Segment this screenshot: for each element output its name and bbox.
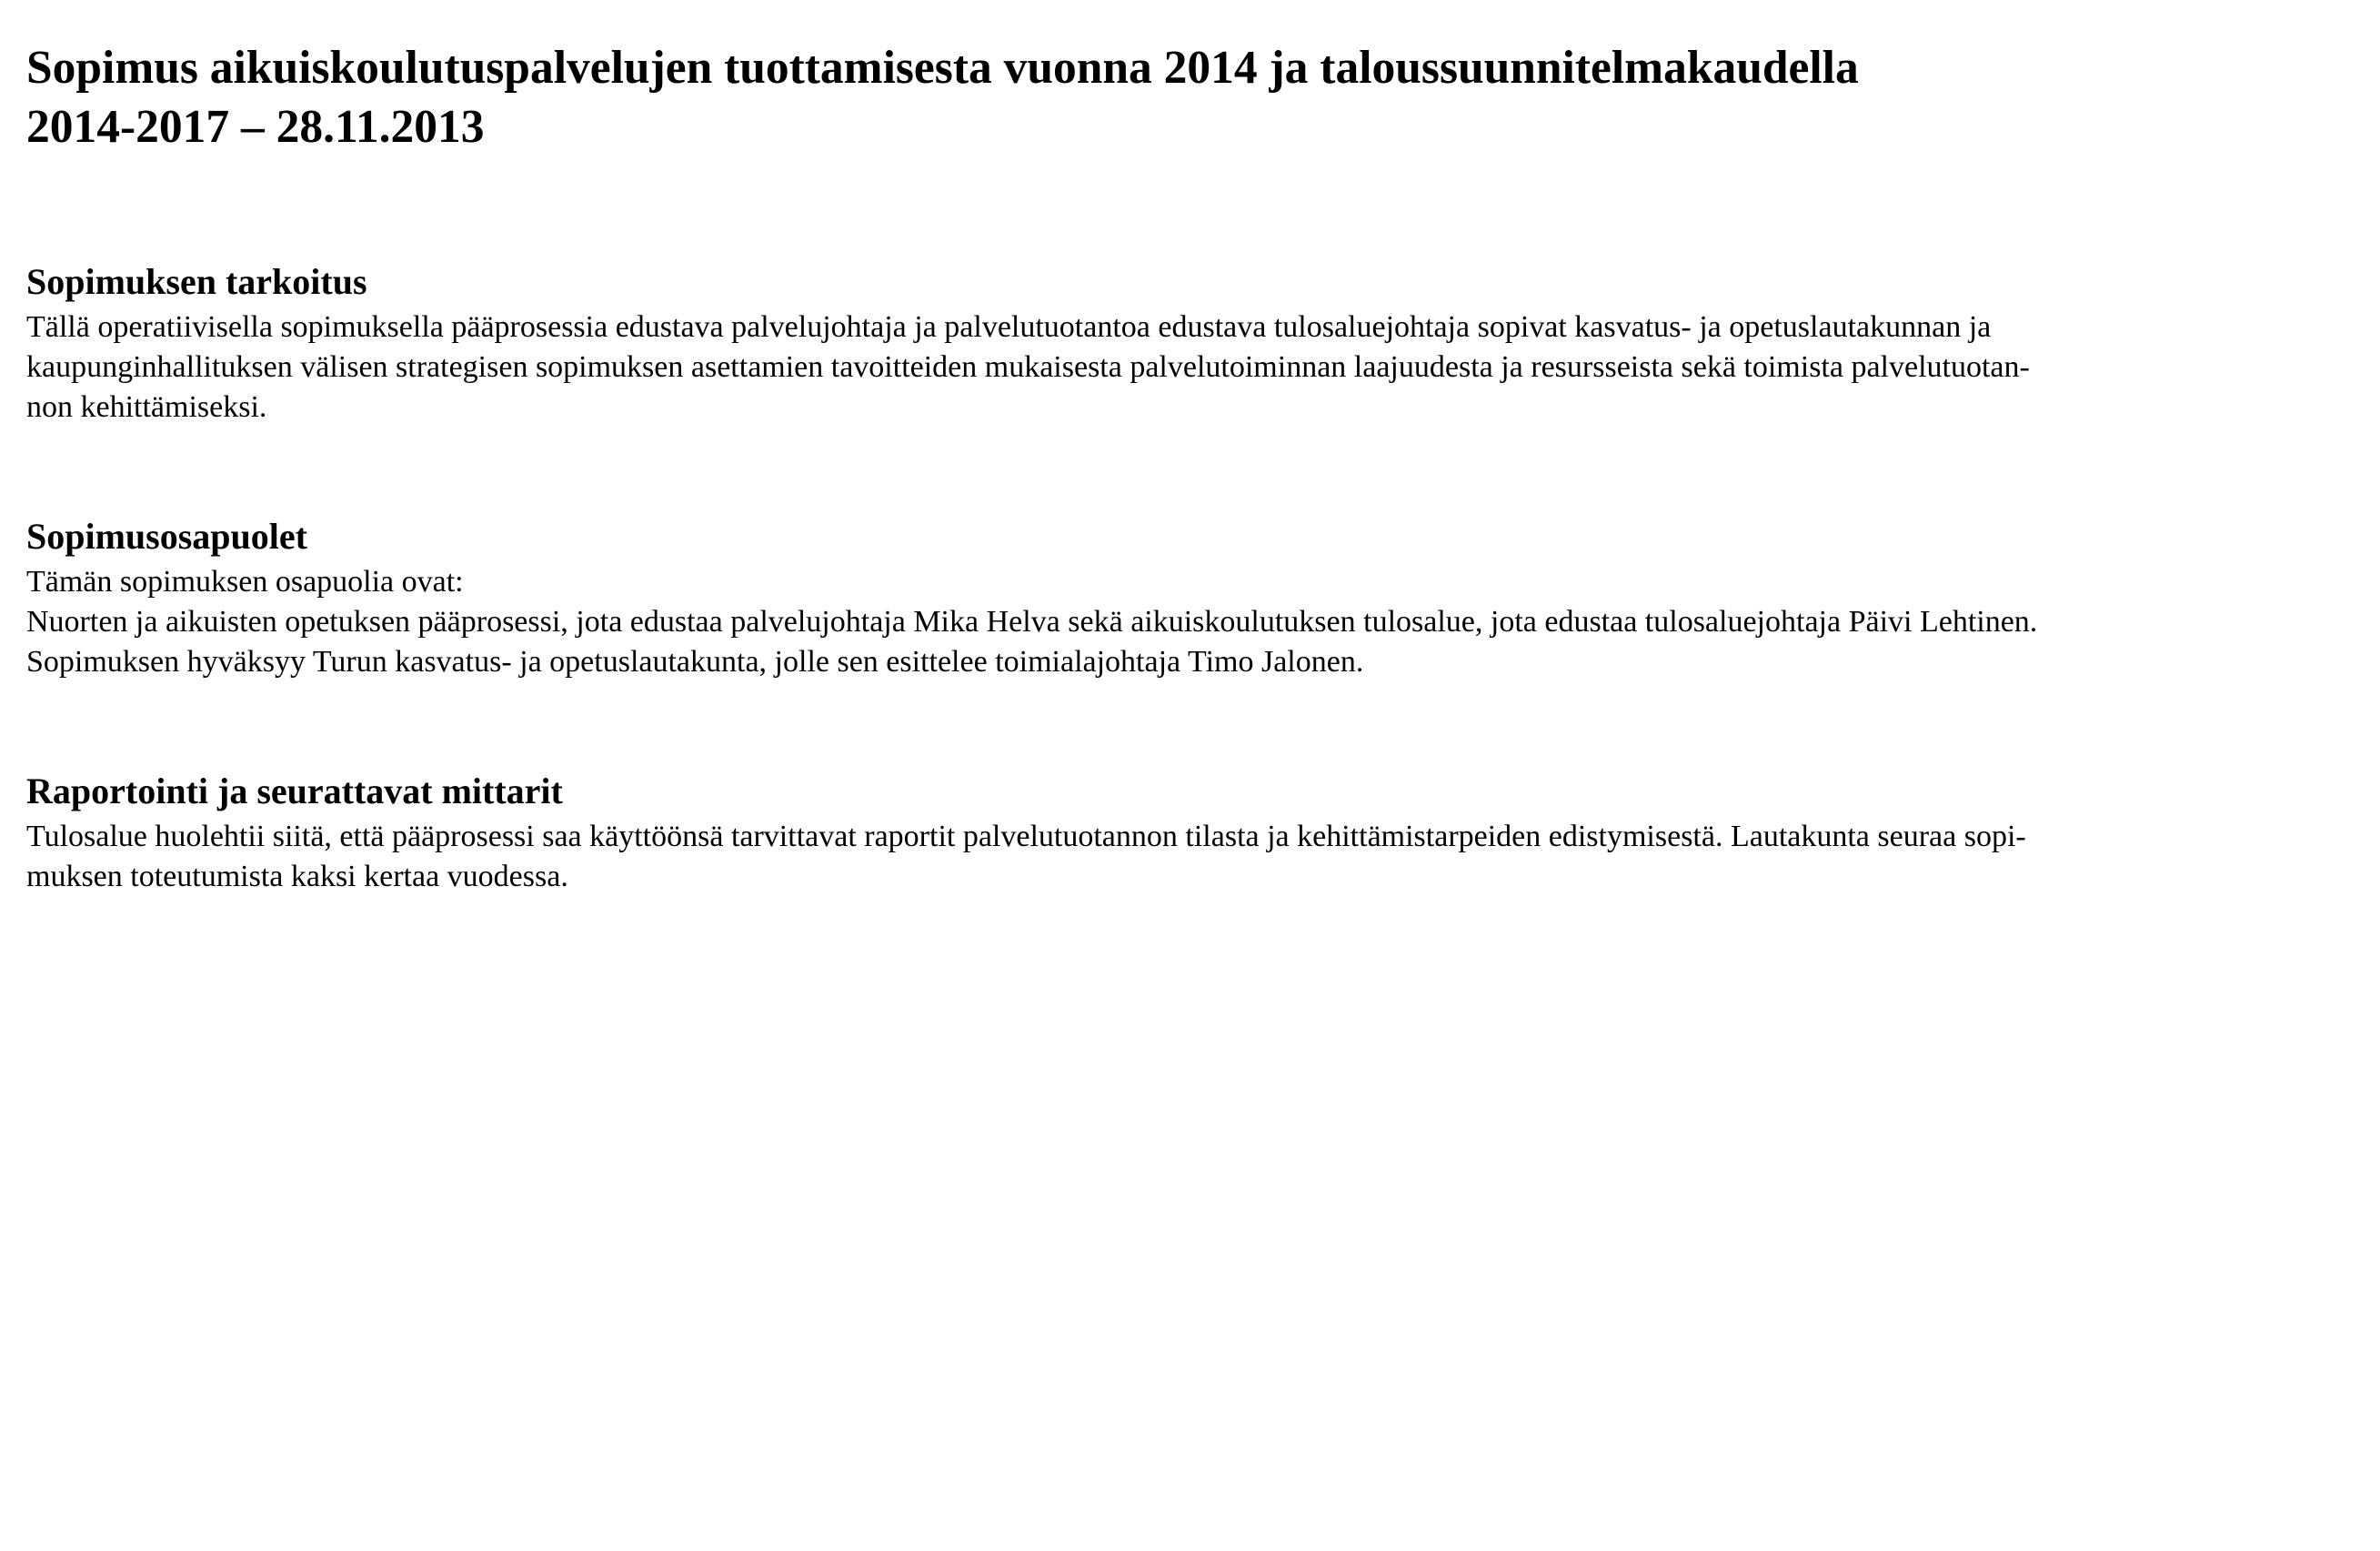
paragraph-line: Tämän sopimuksen osapuolia ovat: [26,565,464,599]
section-heading: Sopimuksen tarkoitus [26,261,367,302]
paragraph-line: Nuorten ja aikuisten opetuksen pääprosessi, jota edustaa palvelujohtaja Mika Helva sekä aikuiskoulutuksen tulosalue, jota edustaa tulosaluejohtaja Päivi Lehtinen. [26,605,2038,639]
section-reporting [26,770,2355,897]
document-title [26,38,2355,156]
paragraph-line: non kehittämiseksi. [26,390,267,424]
section-heading: Raportointi ja seurattavat mittarit [26,770,563,811]
section-heading: Sopimusosapuolet [26,516,307,557]
section-paragraph [26,307,2355,428]
paragraph-line: Tällä operatiivisella sopimuksella pääprosessia edustava palvelujohtaja ja palvelutuotantoa edustava tulosaluejohtaja sopivat kasvatus- ja opetuslautakunnan ja [26,310,1992,344]
section-paragraph [26,817,2355,897]
section-purpose [26,260,2355,428]
document-title-line: 2014-2017 – 28.11.2013 [26,101,485,153]
paragraph-line: Sopimuksen hyväksyy Turun kasvatus- ja opetuslautakunta, jolle sen esittelee toimialajohtaja Timo Jalonen. [26,645,1364,679]
paragraph-line: Tulosalue huolehtii siitä, että pääprosessi saa käyttöönsä tarvittavat raportit palvelutuotannon tilasta ja kehittämistarpeiden edistymisestä. Lautakunta seuraa sopi- [26,820,2026,853]
document-title-line: Sopimus aikuiskoulutuspalvelujen tuottamisesta vuonna 2014 ja taloussuunnitelmakaudella [26,42,1859,94]
section-paragraph [26,562,2355,682]
section-parties [26,515,2355,682]
paragraph-line: muksen toteutumista kaksi kertaa vuodessa. [26,860,568,893]
paragraph-line: kaupunginhallituksen välisen strategisen sopimuksen asettamien tavoitteiden mukaisesta palvelutoiminnan laajuudesta ja resursseista sekä toimista palvelutuotan- [26,350,2030,384]
document-page [26,38,2355,893]
